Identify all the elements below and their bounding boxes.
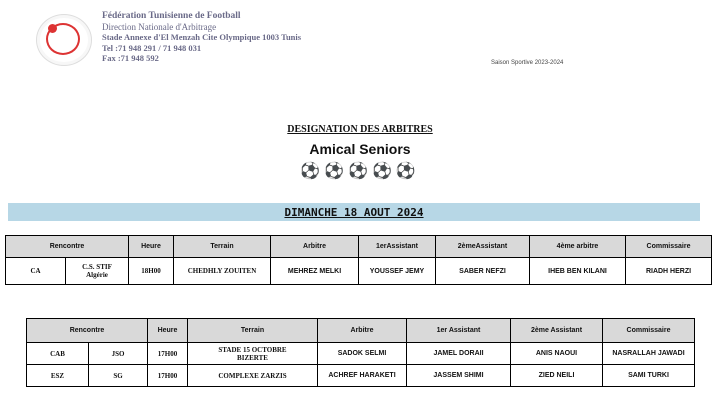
letterhead — [102, 11, 301, 64]
col-terrain: Terrain — [174, 236, 271, 258]
heure: 17H00 — [148, 343, 188, 365]
assistant1: YOUSSEF JEMY — [359, 258, 436, 285]
heure: 18H00 — [129, 258, 174, 285]
team-a: CAB — [27, 343, 89, 365]
team-b: JSO — [89, 343, 148, 365]
terrain-line2: BIZERTE — [237, 353, 268, 362]
arbitre: MEHREZ MELKI — [271, 258, 359, 285]
assistant2: SABER NEFZI — [436, 258, 530, 285]
assistant1: JAMEL DORAII — [407, 343, 511, 365]
ftf-logo — [36, 14, 92, 66]
heure: 17H00 — [148, 365, 188, 387]
assistant1: JASSEM SHIMI — [407, 365, 511, 387]
team-a: ESZ — [27, 365, 89, 387]
terrain-line1: STADE 15 OCTOBRE — [218, 345, 287, 354]
col-heure: Heure — [129, 236, 174, 258]
arbitre: SADOK SELMI — [318, 343, 407, 365]
arbitre: ACHREF HARAKETI — [318, 365, 407, 387]
terrain — [188, 343, 318, 365]
date-band: DIMANCHE 18 AOUT 2024 — [8, 203, 700, 221]
org-name: Fédération Tunisienne de Football — [102, 11, 241, 21]
col-assistant1: 1er Assistant — [407, 319, 511, 343]
team-b-name: C.S. STIF — [82, 263, 112, 271]
col-terrain: Terrain — [188, 319, 318, 343]
terrain: CHEDHLY ZOUITEN — [174, 258, 271, 285]
team-b — [66, 258, 129, 285]
col-rencontre: Rencontre — [6, 236, 129, 258]
col-assistant2: 2ème Assistant — [511, 319, 603, 343]
direction: Direction Nationale d'Arbitrage — [102, 21, 217, 32]
fax: Fax :71 948 592 — [102, 53, 159, 63]
col-arbitre: Arbitre — [271, 236, 359, 258]
page-title: DESIGNATION DES ARBITRES — [287, 124, 433, 135]
table-row — [27, 343, 695, 365]
team-b: SG — [89, 365, 148, 387]
table-header — [27, 319, 695, 343]
assistant2: ANIS NAOUI — [511, 343, 603, 365]
address: Stade Annexe d'El Menzah Cite Olympique 1003 Tunis — [102, 32, 302, 42]
saison-label: Saison Sportive 2023-2024 — [491, 60, 564, 66]
page-subtitle: Amical Seniors — [309, 141, 411, 157]
table-header — [6, 236, 712, 258]
commissaire: NASRALLAH JAWADI — [603, 343, 695, 365]
terrain: COMPLEXE ZARZIS — [188, 365, 318, 387]
col-quatrieme: 4ème arbitre — [530, 236, 626, 258]
quatrieme: IHEB BEN KILANI — [530, 258, 626, 285]
col-rencontre: Rencontre — [27, 319, 148, 343]
designation-table-1 — [5, 235, 712, 285]
team-a: CA — [6, 258, 66, 285]
commissaire: RIADH HERZI — [626, 258, 712, 285]
col-heure: Heure — [148, 319, 188, 343]
assistant2: ZIED NEILI — [511, 365, 603, 387]
tel: Tel :71 948 291 / 71 948 031 — [102, 42, 202, 53]
team-b-country: Algérie — [86, 271, 108, 279]
col-arbitre: Arbitre — [318, 319, 407, 343]
table-row — [6, 258, 712, 285]
col-commissaire: Commissaire — [603, 319, 695, 343]
footballer-icons: ⚽⚽⚽⚽⚽ — [300, 163, 420, 180]
col-assistant1: 1erAssistant — [359, 236, 436, 258]
commissaire: SAMI TURKI — [603, 365, 695, 387]
designation-table-2 — [26, 318, 695, 387]
col-commissaire: Commissaire — [626, 236, 712, 258]
table-row — [27, 365, 695, 387]
col-assistant2: 2èmeAssistant — [436, 236, 530, 258]
